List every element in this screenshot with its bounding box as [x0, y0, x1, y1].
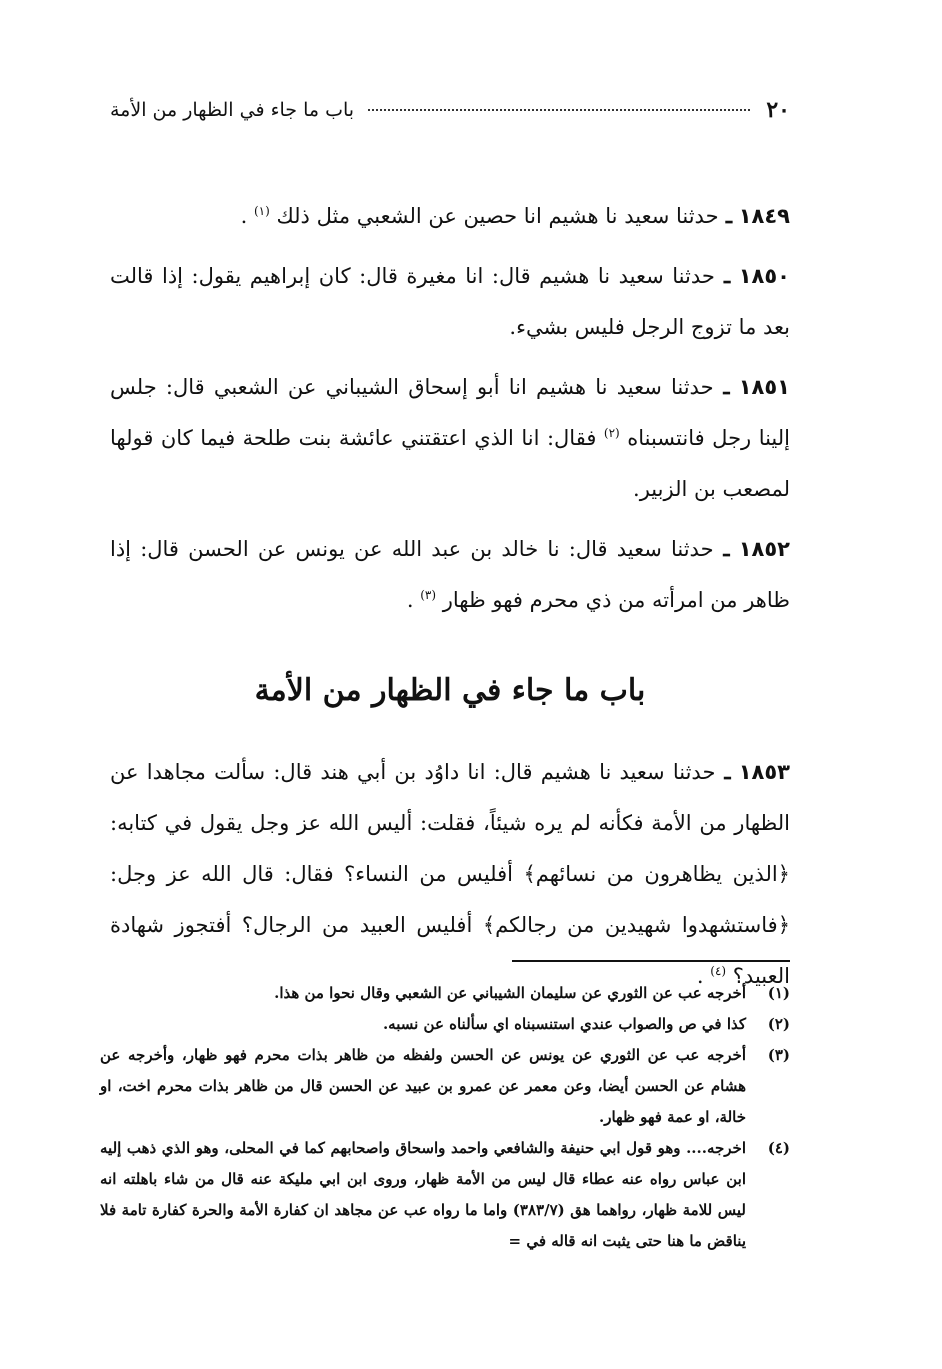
- footnote-number: (١): [767, 984, 790, 1002]
- footnote-number: (٣): [767, 1046, 790, 1064]
- hadith-1853: [110, 746, 790, 1002]
- footnote-text: أخرجه عب عن الثوري عن سليمان الشيباني عن الشعبي وقال نحوا من هذا.: [274, 984, 746, 1002]
- dash-separator: ـ: [718, 203, 733, 228]
- hadith-text: حدثنا سعيد قال: نا خالد بن عبد الله عن يونس عن الحسن قال: إذا ظاهر من امرأته من ذي محرم فهو ظهار: [110, 537, 790, 612]
- footnote-text: اخرجه.... وهو قول ابي حنيفة والشافعي واحمد واسحاق واصحابهم كما في المحلى، وهو الذي ذهب إليه ابن عباس رواه عنه عطاء قال ليس من الأمة ظهار، وروى ابن ابي مليكة عنه قال من شاء باهلته انه ليس للامة ظهار، رواهما هق (٣٨٣/٧) واما ما رواه عب عن مجاهد ان كفارة الأمة والحرة كفارة تامة فلا يناقض ما هنا حتى يثبت انه قاله في =: [100, 1139, 746, 1250]
- page-number: ٢٠: [766, 97, 790, 123]
- hadith-text: حدثنا سعيد نا هشيم انا أبو إسحاق الشيباني عن الشعبي قال: جلس إلينا رجل فانتسبناه: [110, 375, 791, 450]
- hadith-1849: [110, 190, 790, 242]
- header-dotted-rule: [368, 109, 750, 111]
- footnote-item: [100, 1009, 790, 1040]
- hadith-number: ١٨٥١: [738, 375, 790, 399]
- footnote-ref[interactable]: (٣): [420, 588, 437, 602]
- hadith-tail: فقال: انا الذي اعتقتني عائشة بنت طلحة فيما كان قولها لمصعب بن الزبير.: [110, 426, 790, 501]
- dash-separator: ـ: [713, 536, 730, 561]
- running-header: [110, 92, 790, 128]
- hadith-number: ١٨٤٩: [738, 204, 790, 228]
- running-title: باب ما جاء في الظهار من الأمة: [110, 99, 355, 121]
- footnote-number: (٢): [767, 1015, 790, 1033]
- footnote-ref[interactable]: (٢): [603, 426, 620, 440]
- dash-separator: ـ: [714, 263, 731, 288]
- footnote-item: [100, 1040, 790, 1133]
- hadith-number: ١٨٥٢: [738, 537, 790, 561]
- hadith-text: حدثنا سعيد نا هشيم انا حصين عن الشعبي مثل ذلك: [276, 204, 719, 228]
- hadith-number: ١٨٥٠: [738, 264, 790, 288]
- hadith-1851: [110, 361, 790, 515]
- dash-separator: ـ: [715, 759, 731, 784]
- footnote-number: (٤): [767, 1139, 790, 1157]
- main-text: [110, 190, 790, 1010]
- hadith-tail: .: [240, 204, 248, 228]
- footnote-ref[interactable]: (١): [253, 204, 270, 218]
- footnote-ref[interactable]: (٤): [710, 964, 727, 978]
- hadith-tail: .: [406, 588, 414, 612]
- hadith-1852: [110, 523, 790, 626]
- footnote-divider: [512, 960, 790, 962]
- hadith-text: حدثنا سعيد نا هشيم قال: انا مغيرة قال: كان إبراهيم يقول: إذا قالت بعد ما تزوج الرجل فليس بشيء.: [110, 264, 790, 339]
- hadith-1850: [110, 250, 790, 353]
- footnote-text: أخرجه عب عن الثوري عن يونس عن الحسن ولفظه من ظاهر بذات محرم فهو ظهار، وأخرجه عن هشام عن الحسن أيضا، وعن معمر عن عمرو بن عبيد عن الحسن قال من ظاهر بذات محرم اخت، او خالة، او عمة فهو ظهار.: [100, 1046, 746, 1126]
- chapter-title: باب ما جاء في الظهار من الأمة: [254, 673, 646, 708]
- dash-separator: ـ: [713, 374, 730, 399]
- hadith-number: ١٨٥٣: [738, 760, 790, 784]
- footnote-text: كذا في ص والصواب عندي استنسبناه اي سألناه عن نسبه.: [382, 1015, 746, 1033]
- footnote-item: [100, 978, 790, 1009]
- hadith-tail: .: [696, 964, 704, 988]
- footnote-item: [100, 1133, 790, 1257]
- footnotes: [100, 978, 790, 1257]
- hadith-text: حدثنا سعيد نا هشيم قال: انا داوُد بن أبي هند قال: سألت مجاهدا عن الظهار من الأمة فكأنه لم يره شيئاً، فقلت: أليس الله عز وجل يقول في كتابه: ﴿الذين يظاهرون من نسائهم﴾ أفليس من النساء؟ فقال: قال الله عز وجل: ﴿فاستشهدوا شهيدين من رجالكم﴾ أفليس العبيد من الرجال؟ أفتجوز شهادة العبيد؟: [110, 760, 790, 988]
